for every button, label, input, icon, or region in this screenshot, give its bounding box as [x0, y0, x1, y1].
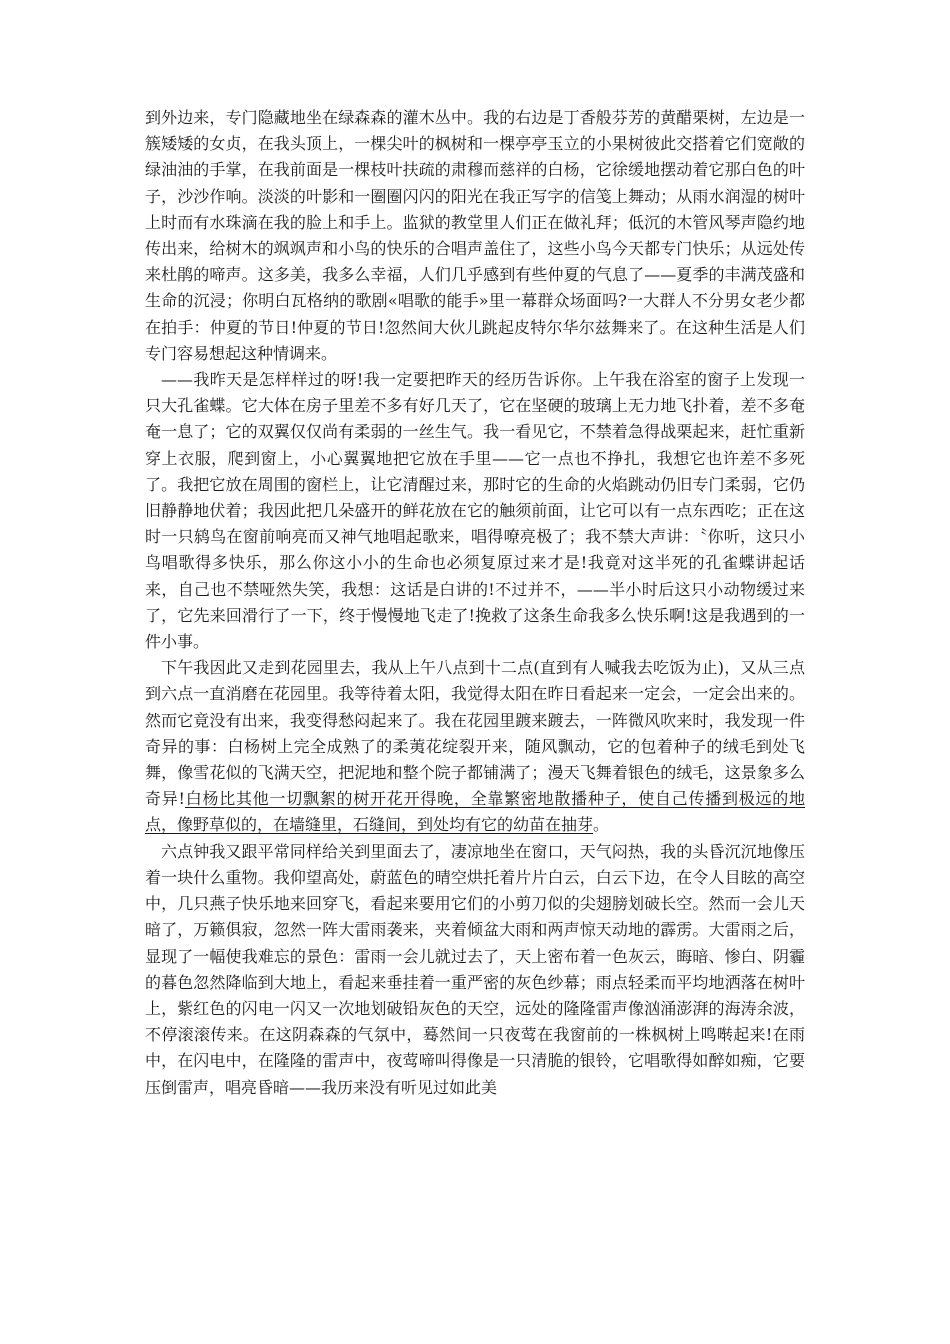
- paragraph-1: 到外边来，专门隐藏地坐在绿森森的灌木丛中。我的右边是丁香般芬芳的黄醋栗树，左边是一簇矮矮的女贞，在我头顶上，一棵尖叶的枫树和一棵亭亭玉立的小果树彼此交搭着它们宽敞的绿油油的手掌，在我前面是一棵枝叶扶疏的肃穆而慈祥的白杨，它徐缓地摆动着它那白色的叶子，沙沙作响。淡淡的叶影和一圈圈闪闪的阳光在我正写字的信笺上舞动；从雨水润湿的树叶上时而有水珠滴在我的脸上和手上。监狱的教堂里人们正在做礼拜；低沉的木管风琴声隐约地传出来，给树木的飒飒声和小鸟的快乐的合唱声盖住了，这些小鸟今天都专门快乐；从远处传来杜鹃的啼声。这多美，我多么幸福，人们几乎感到有些仲夏的气息了——夏季的丰满茂盛和生命的沉浸；你明白瓦格纳的歌剧«唱歌的能手»里一幕群众场面吗?一大群人不分男女老少都在拍手：仲夏的节日!仲夏的节日!忽然间大伙儿跳起皮特尔华尔兹舞来了。在这种生活是人们专门容易想起这种情调来。: [145, 108, 805, 363]
- paragraph-3-text: 下午我因此又走到花园里去，我从上午八点到十二点(直到有人喊我去吃饭为止)，又从三点到六点一直消磨在花园里。我等待着太阳，我觉得太阳在昨日看起来一定会，一定会出来的。然而它竟没有出来，我变得愁闷起来了。我在花园里踱来踱去，一阵微风吹来时，我发现一件奇异的事：白杨树上完全成熟了的柔荑花绽裂开来，随风飘动，它的包着种子的绒毛到处飞舞，像雪花似的飞满天空，把泥地和整个院子都铺满了；漫天飞舞着银色的绒毛，这景象多么奇异!: [145, 658, 805, 809]
- paragraph-3-end: 。: [593, 815, 610, 835]
- underlined-passage: 白杨比其他一切飘絮的树开花开得晚，全靠繁密地散播种子，使自己传播到极远的地点，像野草似的，在墙缝里，石缝间，到处均有它的幼苗在抽芽: [145, 789, 805, 835]
- document-body: [145, 105, 805, 1101]
- paragraph-3: [145, 655, 805, 838]
- paragraph-4: 六点钟我又跟平常同样给关到里面去了，凄凉地坐在窗口，天气闷热，我的头昏沉沉地像压着一块什么重物。我仰望高处，蔚蓝色的晴空烘托着片片白云，白云下边，在令人目眩的高空中，几只燕子快乐地来回穿飞，看起来要用它们的小剪刀似的尖翅膀划破长空。然而一会儿天暗了，万籁俱寂，忽然一阵大雷雨袭来，夹着倾盆大雨和两声惊天动地的霹雳。大雷雨之后，显现了一幅使我难忘的景色：雷雨一会儿就过去了，天上密布着一色灰云，晦暗、惨白、阴霾的暮色忽然降临到大地上，看起来垂挂着一重严密的灰色纱幕；雨点轻柔而平均地洒落在树叶上，紫红色的闪电一闪又一次地划破铅灰色的天空，远处的隆隆雷声像汹涌澎湃的海涛余波，不停滚滚传来。在这阴森森的气氛中，蓦然间一只夜莺在我窗前的一株枫树上鸣啭起来!在雨中，在闪电中，在隆隆的雷声中，夜莺啼叫得像是一只清脆的银铃，它唱歌得如醉如痴，它要压倒雷声，唱亮昏暗——我历来没有听见过如此美: [145, 841, 805, 1097]
- paragraph-2: ——我昨天是怎样样过的呀!我一定要把昨天的经历告诉你。上午我在浴室的窗子上发现一只大孔雀蝶。它大体在房子里差不多有好几天了，它在坚硬的玻璃上无力地飞扑着，差不多奄奄一息了；它的双翼仅仅尚有柔弱的一丝生气。我一看见它，不禁着急得战栗起来，赶忙重新穿上衣服，爬到窗上，小心翼翼地把它放在手里——它一点也不挣扎，我想它也许差不多死了。我把它放在周围的窗栏上，让它清醒过来，那时它的生命的火焰跳动仍旧专门柔弱，它仍旧静静地伏着；我因此把几朵盛开的鲜花放在它的触须前面，让它可以有一点东西吃；正在这时一只鸫鸟在窗前响亮而又神气地唱起歌来，唱得嘹亮极了；我不禁大声讲：〝你听，这只小鸟唱歌得多快乐，那么你这小小的生命也必须复原过来才是!我竟对这半死的孔雀蝶讲起话来，自己也不禁哑然失笑，我想：这话是白讲的!不过并不，——半小时后这只小动物缓过来了，它先来回滑行了一下，终于慢慢地飞走了!挽救了这条生命我多么快乐啊!这是我遇到的一件小事。: [145, 370, 805, 652]
